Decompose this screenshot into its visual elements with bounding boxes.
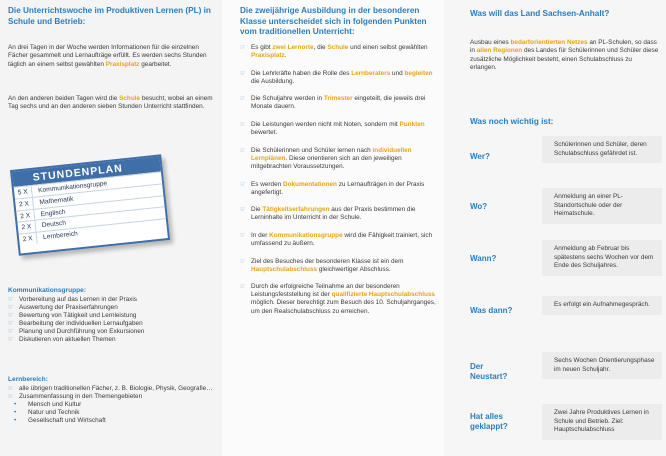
text: zu Lernaufträgen in der Praxis angefertigt.	[251, 180, 425, 196]
bullet-icon: ☞	[8, 386, 14, 392]
sub-list-item	[8, 401, 220, 409]
list-kommunikationsgruppe	[8, 296, 220, 345]
answer-box: Anmeldung ab Februar bis spätestens sechs Wochen vor dem Ende des Schuljahres.	[542, 240, 662, 276]
text: Es werden	[251, 180, 283, 188]
highlight-text: Punkten	[399, 121, 425, 129]
plan-count: 5 X	[14, 186, 33, 199]
panel-weekly-schedule	[0, 0, 222, 456]
bullet-icon: ☞	[8, 297, 14, 303]
highlight-schule: Schule	[119, 95, 141, 102]
text: Ausbau eines	[470, 39, 511, 46]
text: Ziel des Besuches der besonderen Klasse ist ein dem	[251, 257, 404, 265]
difference-item	[240, 181, 440, 197]
qa-row	[462, 136, 662, 184]
bullet-icon: ☞	[240, 147, 246, 154]
question-label: Wer?	[470, 152, 490, 161]
difference-item	[240, 121, 440, 137]
dot-icon: •	[14, 401, 17, 409]
list-item	[8, 385, 220, 393]
bullet-icon: ☞	[8, 329, 14, 336]
list-item	[8, 328, 220, 336]
list-item	[8, 296, 220, 304]
difference-item	[240, 232, 440, 248]
text: , die	[313, 44, 328, 51]
answer-box: Anmeldung an einer PL-Standortschule oder der Heimatschule.	[542, 188, 662, 224]
highlight-text: begleiten	[404, 69, 433, 77]
text: .	[284, 52, 287, 60]
bullet-icon: ☞	[240, 70, 246, 77]
difference-item	[240, 95, 440, 111]
list-item	[8, 320, 220, 328]
highlight-text: Dokumentationen	[282, 180, 337, 188]
list-text: alle übrigen traditionellen Fächer, z. B. Biologie, Physik, Geografie…	[19, 385, 213, 392]
highlight-text: Trimester	[323, 95, 353, 103]
list-item	[8, 336, 220, 344]
list-item	[8, 393, 220, 401]
plan-count: 2 X	[19, 233, 38, 246]
difference-item	[240, 70, 440, 86]
bullet-icon: ☞	[8, 321, 14, 328]
question-label: Der Neustart?	[470, 362, 508, 381]
highlight-text: Hauptschulabschluss	[251, 265, 318, 273]
plan-subject: Mathematik	[39, 195, 74, 207]
dot-icon: •	[14, 417, 17, 425]
heading-lernbereich: Lernbereich:	[8, 376, 48, 383]
answer-box: Schülerinnen und Schüler, deren Schulabschluss gefährdet ist.	[542, 136, 662, 163]
highlight-text: qualifizierte Hauptschulabschluss	[331, 291, 435, 299]
difference-item	[240, 206, 440, 222]
difference-item	[240, 147, 440, 171]
bullet-icon: ☞	[8, 394, 14, 401]
difference-item	[240, 258, 440, 274]
bullet-icon: ☞	[240, 258, 246, 265]
list-item	[8, 304, 220, 312]
plan-count: 2 X	[15, 198, 34, 211]
bullet-icon: ☞	[240, 232, 246, 239]
list-text: Gesellschaft und Wirtschaft	[28, 417, 106, 425]
question-label: Wo?	[470, 202, 488, 211]
plan-subject: Englisch	[40, 208, 66, 218]
text: gleichwertiger Abschluss.	[317, 265, 391, 273]
list-text: Natur und Technik	[28, 409, 80, 417]
highlight-text: Tätigkeitserfahrungen	[262, 206, 330, 214]
heading-unterrichtswoche: Die Unterrichtswoche im Produktiven Lernen (PL) in Schule und Betrieb:	[8, 6, 211, 26]
qa-row	[462, 352, 662, 400]
text: die Ausbildung.	[251, 77, 295, 85]
text: besucht, wobei an einem Tag sechs und an den anderen sieben Stunden Unterricht stattfinden.	[8, 95, 213, 111]
bullet-icon: ☞	[240, 96, 246, 103]
bullet-icon: ☞	[8, 305, 14, 312]
qa-row	[462, 296, 662, 344]
question-label: Was dann?	[470, 306, 513, 315]
text: bewertet.	[251, 129, 278, 137]
highlight-text: individuellen Lernplänen	[251, 146, 412, 162]
text: und einen selbst gewählten	[348, 44, 428, 51]
highlight-netz: bedarforientierten Netzes	[510, 39, 588, 46]
text: Durch die erfolgreiche Teilnahme an der besonderen Leistungsfeststellung ist der	[251, 283, 400, 299]
text: An drei Tagen in der Woche werden Informationen für die einzelnen Fächer gesammelt und Lernaufträge erfüllt. Es werden sechs Stunden täglich an einem selbst gewählten	[8, 44, 207, 68]
text: Die Leistungen werden nicht mit Noten, sondern mit	[251, 121, 400, 129]
paragraph-school-days	[8, 95, 218, 112]
list-text: Vorbereitung auf das Lernen in der Praxis	[19, 296, 137, 303]
heading-wichtig: Was noch wichtig ist:	[470, 117, 554, 126]
list-text: Planung und Durchführung von Exkursionen	[19, 328, 145, 336]
qa-row	[462, 240, 662, 288]
stundenplan-card	[10, 154, 170, 255]
question-label: Wann?	[470, 254, 497, 263]
list-text: Zusammenfassung in den Themengebieten	[19, 393, 143, 401]
text: Die	[251, 206, 263, 214]
plan-count: 2 X	[16, 209, 35, 222]
sub-list-item	[8, 409, 220, 417]
highlight-text: zwei Lernorte	[272, 44, 314, 51]
text: wird die Fähigkeit trainiert, sich umfassend zu äußern.	[251, 231, 433, 247]
text: Die Lehrkräfte haben die Rolle des	[251, 69, 352, 77]
difference-item	[240, 283, 440, 315]
heading-kommunikationsgruppe: Kommunikationsgruppe:	[8, 287, 87, 294]
plan-subject: Lernbereich	[42, 230, 79, 242]
highlight-text: Schule	[327, 44, 349, 51]
text: möglich. Dieser berechtigt zum Besuch des 10. Schuljahrganges, um den Realschulabschluss zu erreichen.	[251, 299, 436, 315]
text: In der	[251, 231, 270, 239]
text: aus der Praxis bestimmen die Lerninhalte im Unterricht in der Schule.	[251, 206, 416, 222]
answer-box: Sechs Wochen Orientierungsphase im neuen Schuljahr.	[542, 352, 662, 379]
bullet-icon: ☞	[240, 45, 246, 51]
difference-item	[240, 44, 440, 60]
panel-differences	[222, 0, 444, 456]
question-label: Hat alles geklappt?	[470, 412, 508, 431]
qa-row	[462, 188, 662, 236]
answer-box: Es erfolgt ein Aufnahmegespräch.	[542, 296, 662, 315]
paragraph-praxis-days	[8, 44, 216, 69]
panel-sachsen-anhalt	[444, 0, 666, 456]
bullet-icon: ☞	[8, 337, 14, 344]
bullet-icon: ☞	[240, 207, 246, 214]
text: gearbeitet.	[139, 60, 172, 68]
bullet-icon: ☞	[240, 284, 246, 291]
highlight-text: Praxisplatz	[251, 52, 285, 60]
bullet-icon: ☞	[8, 313, 14, 320]
text: . Diese orientieren sich an den jeweiligen mitgebrachten Voraussetzungen.	[251, 154, 402, 170]
qa-row	[462, 404, 662, 452]
plan-subject: Deutsch	[41, 220, 67, 230]
highlight-text: Kommunikationsgruppe	[269, 231, 343, 239]
text: und	[390, 69, 405, 77]
text: Die Schuljahre werden in	[251, 95, 324, 103]
highlight-regionen: allen Regionen	[476, 47, 523, 55]
bullet-icon: ☞	[240, 181, 246, 188]
text: Die Schülerinnen und Schüler lernen nach	[251, 146, 373, 154]
highlight-praxisplatz: Praxisplatz	[105, 60, 140, 68]
list-text: Auswertung der Praxiserfahrungen	[19, 304, 118, 312]
text: an PL-Schulen, so dass in	[470, 39, 657, 55]
list-text: Bewertung von Tätigkeit und Lernleistung	[19, 312, 137, 320]
heading-land: Was will das Land Sachsen-Anhalt?	[470, 9, 610, 18]
highlight-text: Lernberaters	[351, 69, 391, 77]
stundenplan-title: STUNDENPLAN	[12, 156, 161, 186]
list-text: Bearbeitung der individuellen Lernaufgaben	[19, 320, 143, 328]
answer-box: Zwei Jahre Produktives Lernen in Schule und Betrieb. Ziel: Hauptschulabschluss	[542, 404, 662, 440]
sub-list-item	[8, 417, 220, 425]
text: Es gibt	[251, 44, 273, 51]
text: An den anderen beiden Tagen wird die	[8, 95, 120, 102]
list-item	[8, 312, 220, 320]
paragraph-ausbau	[470, 39, 660, 73]
dot-icon: •	[14, 409, 17, 417]
plan-subject: Kommunikationsgruppe	[37, 180, 108, 195]
plan-count: 2 X	[17, 221, 36, 234]
list-differences	[240, 44, 440, 325]
text: eingeteilt, die jeweils drei Monate dauern.	[251, 95, 426, 111]
heading-ausbildung: Die zweijährige Ausbildung in der besonderen Klasse unterscheidet sich in folgenden Punkten vom traditionellen Unterricht:	[240, 6, 427, 36]
list-lernbereich	[8, 385, 220, 425]
list-text: Mensch und Kultur	[28, 401, 82, 409]
list-text: Diskutieren von aktuellen Themen	[19, 336, 116, 344]
bullet-icon: ☞	[240, 122, 246, 129]
text: des Landes für Schülerinnen und Schüler diese zusätzliche Möglichkeit besteht, einen Schulabschluss zu erlangen.	[470, 47, 659, 72]
